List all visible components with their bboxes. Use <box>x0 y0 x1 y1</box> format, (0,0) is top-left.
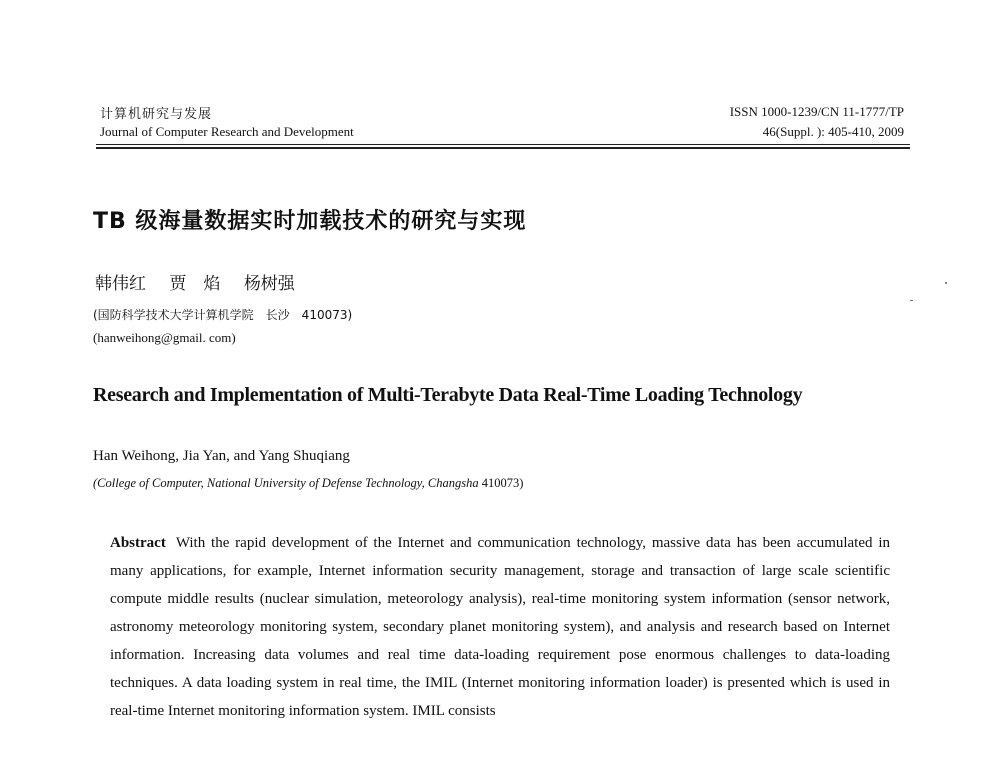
author-list-cn <box>95 269 313 294</box>
header-rule-thin <box>96 144 910 145</box>
paper-title-en: Research and Implementation of Multi-Terabyte Data Real-Time Loading Technology <box>93 384 803 406</box>
abstract-text: With the rapid development of the Internet and communication technology, massive data has been accumulated in many applications, for example, Internet information security management, storage and transaction of large scale scientific compute middle results (nuclear simulation, meteorology analysis), real-time monitoring system information (sensor network, astronomy meteorology monitoring system, secondary planet monitoring system), and analysis and research based on Internet information. Increasing data volumes and real time data-loading requirement pose enormous challenges to data-loading techniques. A data loading system in real time, the IMIL (Internet monitoring information loader) is presented which is used in real-time Internet monitoring information system. IMIL consists <box>110 535 890 719</box>
abstract-paragraph <box>110 529 890 725</box>
affiliation-cn: (国防科学技术大学计算机学院 长沙 410073) <box>93 308 353 322</box>
affiliation-en-text: (College of Computer, National University of Defense Technology, Changsha <box>93 476 479 490</box>
scan-speck <box>945 282 947 284</box>
author-cn-1: 韩伟红 <box>95 274 146 294</box>
affiliation-en-code: 410073) <box>481 476 524 490</box>
volume-line: 46(Suppl. ): 405-410, 2009 <box>762 124 904 139</box>
journal-name-cn: 计算机研究与发展 <box>100 107 213 122</box>
issn-line: ISSN 1000-1239/CN 11-1777/TP <box>729 104 904 119</box>
paper-title-cn: TB 级海量数据实时加载技术的研究与实现 <box>93 209 527 234</box>
header-rule-thick <box>96 147 910 149</box>
author-cn-3: 杨树强 <box>243 274 295 294</box>
affiliation-en <box>93 476 523 491</box>
journal-name-en: Journal of Computer Research and Development <box>100 124 354 139</box>
author-email: (hanweihong@gmail. com) <box>93 330 236 345</box>
author-list-en: Han Weihong, Jia Yan, and Yang Shuqiang <box>93 448 350 464</box>
author-cn-2: 贾 焰 <box>169 274 221 294</box>
scan-speck <box>910 300 913 301</box>
abstract-label: Abstract <box>110 535 166 551</box>
